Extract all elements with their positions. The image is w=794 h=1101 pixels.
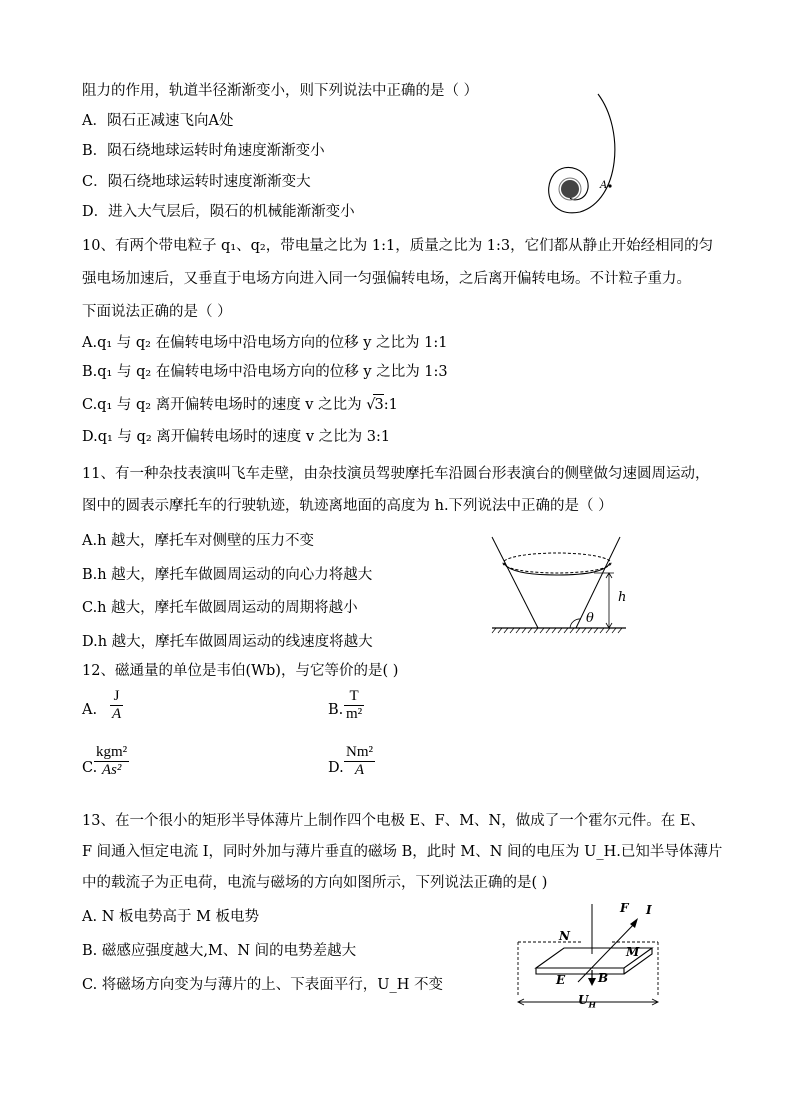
q13-figure-i: I: [646, 903, 652, 917]
q10-stem-line3: 下面说法正确的是（ ）: [82, 304, 232, 320]
q13-figure-m: M: [626, 945, 640, 959]
q10-stem-line2: 强电场加速后，又垂直于电场方向进入同一匀强偏转电场，之后离开偏转电场。不计粒子重力。: [82, 271, 691, 287]
q12-option-a-label: A.: [82, 702, 98, 718]
q12-option-c-label: C.: [82, 760, 98, 776]
q11-option-a: A.h 越大，摩托车对侧壁的压力不变: [82, 533, 315, 549]
q9-figure-label-a: A: [600, 180, 608, 191]
q12-stem: 12、磁通量的单位是韦伯(Wb)，与它等价的是( ): [82, 663, 399, 679]
q9-option-d: D．进入大气层后，陨石的机械能渐渐变小: [82, 204, 355, 220]
q12-option-c-fraction: kgm² As²: [96, 744, 128, 778]
q11-cone-figure: [490, 535, 630, 635]
q11-option-c: C.h 越大，摩托车做圆周运动的周期将越小: [82, 600, 358, 616]
q10-option-b: B.q₁ 与 q₂ 在偏转电场中沿电场方向的位移 y 之比为 1:3: [82, 364, 448, 380]
q11-figure-h: h: [618, 590, 627, 605]
q12-option-a-fraction: $\frac{J}{A}$: [112, 688, 122, 722]
q13-option-a: A. N 板电势高于 M 板电势: [82, 909, 260, 925]
q9-stem: 阻力的作用，轨道半径渐渐变小，则下列说法中正确的是（ ）: [82, 83, 479, 99]
q11-option-d: D.h 越大，摩托车做圆周运动的线速度将越大: [82, 634, 373, 650]
q11-option-b: B.h 越大，摩托车做圆周运动的向心力将越大: [82, 567, 373, 583]
q11-stem-line2: 图中的圆表示摩托车的行驶轨迹，轨迹离地面的高度为 h.下列说法中正确的是（ ）: [82, 498, 613, 514]
q12-option-b-label: B.: [328, 702, 344, 718]
q13-stem-line3: 中的载流子为正电荷，电流与磁场的方向如图所示，下列说法正确的是( ): [82, 875, 548, 891]
q13-figure-n: N: [559, 929, 570, 943]
q13-option-b: B. 磁感应强度越大,M、N 间的电势差越大: [82, 943, 357, 959]
q13-stem-line1: 13、在一个很小的矩形半导体薄片上制作四个电极 E、F、M、N，做成了一个霍尔元件。在 E、: [82, 813, 705, 829]
q13-figure-b: B: [598, 971, 609, 985]
q10-option-d: D.q₁ 与 q₂ 离开偏转电场时的速度 v 之比为 3:1: [82, 429, 391, 445]
q9-option-c: C．陨石绕地球运转时速度渐渐变大: [82, 174, 311, 190]
q13-figure-f: F: [620, 901, 629, 915]
q13-figure-e: E: [556, 973, 566, 987]
q11-stem-line1: 11、有一种杂技表演叫飞车走壁，由杂技演员驾驶摩托车沿圆台形表演台的侧壁做匀速圆周运动，: [82, 466, 710, 482]
q10-stem-line1: 10、有两个带电粒子 q₁、q₂，带电量之比为 1:1，质量之比为 1:3，它们都从静止开始经相同的匀: [82, 238, 714, 254]
q12-option-d-label: D.: [328, 760, 344, 776]
q10-option-c: C.q₁ 与 q₂ 离开偏转电场时的速度 v 之比为 √3:1: [82, 394, 398, 415]
sqrt-3: 3: [373, 394, 383, 415]
q12-option-d-fraction: $\frac{\text{Nm²}}{A}$: [346, 744, 373, 778]
q13-figure-uh: $U_H$: [578, 993, 597, 1010]
q11-figure-theta: θ: [586, 611, 594, 626]
q9-option-a: A．陨石正减速飞向A处: [82, 113, 234, 129]
q13-stem-line2: F 间通入恒定电流 I，同时外加与薄片垂直的磁场 B，此时 M、N 间的电压为 U_H.已知半导体薄片: [82, 844, 723, 860]
q10-option-a: A.q₁ 与 q₂ 在偏转电场中沿电场方向的位移 y 之比为 1:1: [82, 335, 448, 351]
q9-option-b: B．陨石绕地球运转时角速度渐渐变小: [82, 143, 325, 159]
earth-circle: [561, 180, 579, 198]
q12-option-b-fraction: $\frac{T}{\text{m²}}$: [346, 688, 363, 722]
q9-spiral-figure: [540, 90, 630, 220]
q13-option-c: C. 将磁场方向变为与薄片的上、下表面平行，U_H 不变: [82, 977, 444, 993]
